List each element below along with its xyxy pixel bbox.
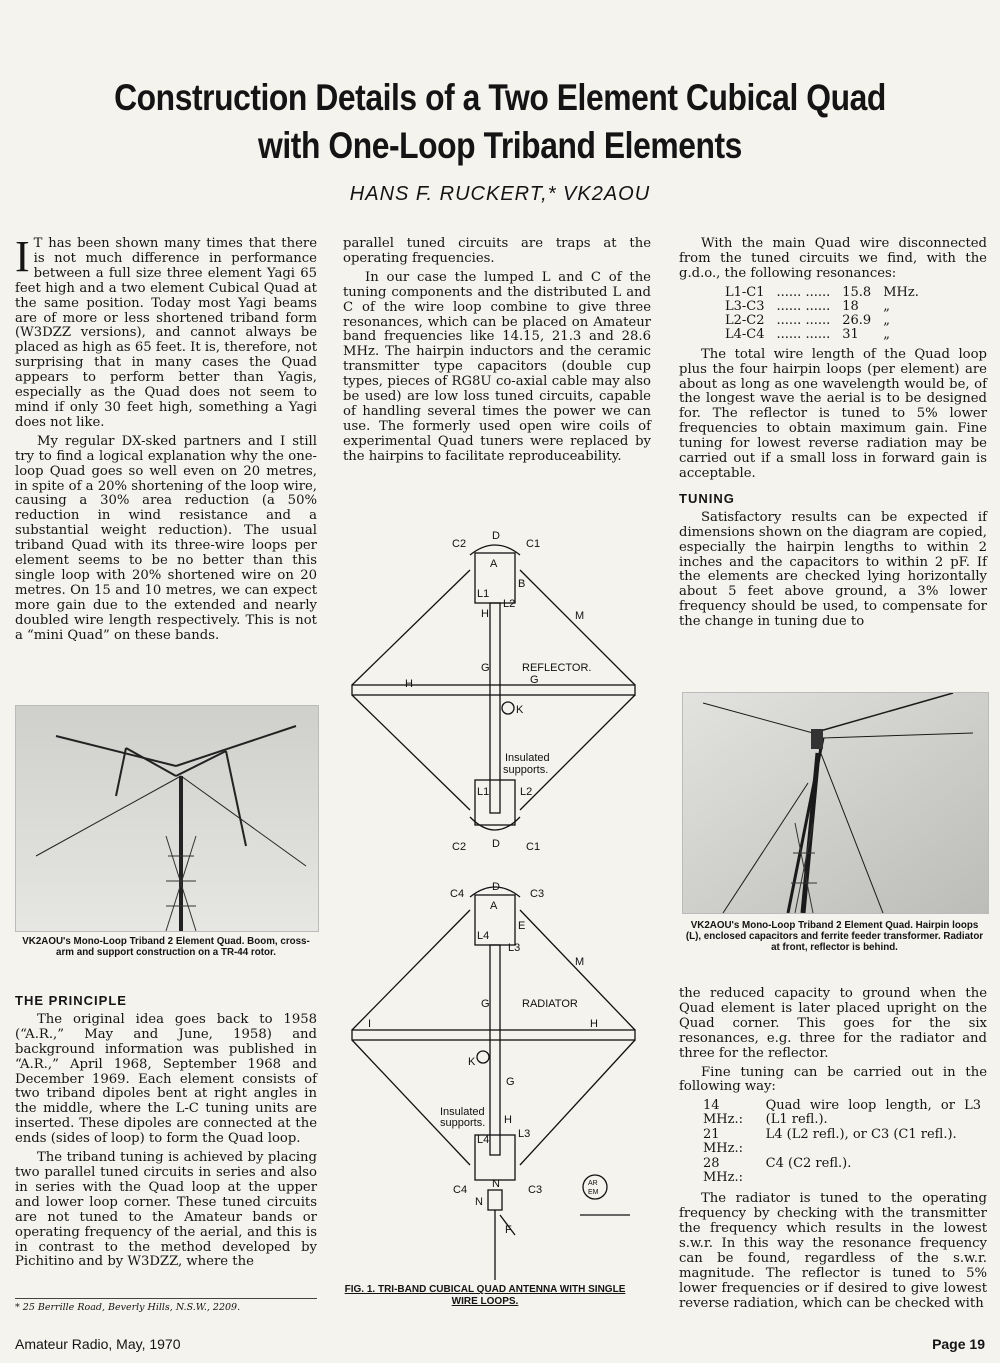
column-3-top [679, 237, 987, 634]
value-cell: 26.9 [842, 312, 872, 328]
resonance-row [719, 286, 925, 300]
feeder-transformer [488, 1190, 502, 1210]
label-b: B [518, 578, 526, 590]
footer-publication: Amateur Radio, May, 1970 [15, 1336, 181, 1352]
reflector-wire-left [352, 570, 470, 685]
footnote-rule [15, 1298, 317, 1299]
label-e: E [518, 920, 526, 932]
column-1-top [15, 232, 317, 647]
value-cell: 18 [842, 298, 859, 314]
label-l1b: L1 [477, 786, 490, 798]
footer-page-number: Page 19 [932, 1336, 985, 1352]
article-title-line2: with One-Loop Triband Elements [258, 125, 742, 166]
paragraph: Fine tuning can be carried out in the following way: [679, 1064, 987, 1095]
dots-cell: ...... ...... [776, 312, 831, 328]
paragraph: parallel tuned circuits are traps at the operating frequencies. [343, 236, 651, 266]
label-g2: G [530, 674, 539, 686]
quad-boom-photo-image [16, 706, 318, 931]
badge-text-1: AR [588, 1180, 598, 1187]
column-2-top [343, 237, 651, 469]
tuning-text-cell: C4 (C2 refl.). [765, 1156, 852, 1172]
label-c2: C2 [452, 538, 467, 550]
tuning-row [703, 1099, 987, 1128]
paragraph: The radiator is tuned to the operating frequency by checking with the transmitter the frequency which results in the lowest s.w.r. In this way the resonance frequency can be found, regardless of the s.w.r. magnitude. The reflector is tuned to 5% lower frequencies or if desired to give lowest reverse radiation, which can be checked with [679, 1191, 987, 1311]
paragraph: The total wire length of the Quad loop plus the four hairpin loops (per element) are about as long as one wavelength would be, of the longest wave the aerial is to be designed for. The reflector is tuned to 5% lower frequencies to obtain maximum gain. Fine tuning for lowest reverse radiation may be carried out if a small loss in forward gain is acceptable. [679, 346, 987, 481]
label-g: G [481, 662, 490, 674]
radiator-wire-lower-left [352, 1040, 470, 1165]
label-l1: L1 [477, 588, 490, 600]
radiator-wire-left [352, 910, 470, 1030]
label-insulated-rad: Insulated [440, 1106, 485, 1118]
hairpin-loops-photo-image [683, 693, 988, 913]
value-cell: 31 [842, 326, 859, 342]
label-l4b: L4 [477, 1134, 490, 1146]
label-i: I [368, 1018, 372, 1030]
label-c2b: C2 [452, 841, 467, 853]
section-heading-principle: THE PRINCIPLE [15, 993, 127, 1008]
resonance-row [719, 300, 925, 314]
label-k: K [516, 704, 524, 716]
label-f: F [505, 1224, 512, 1236]
photo-2-caption: VK2AOU's Mono-Loop Triband 2 Element Quad. Hairpin loops (L), enclosed capacitors and ferrite feeder transformer. Radiator at front, reflector is behind. [685, 920, 984, 953]
label-n2: N [475, 1196, 483, 1208]
label-db: D [492, 838, 500, 850]
fine-tuning-table [703, 1099, 987, 1186]
radiator-clamp-k [477, 1051, 489, 1063]
figure-caption: FIG. 1. TRI-BAND CUBICAL QUAD ANTENNA WITH SINGLE WIRE LOOPS. [344, 1284, 626, 1307]
resonance-row [719, 328, 925, 342]
label-m: M [575, 610, 585, 622]
photo-1-caption: VK2AOU's Mono-Loop Triband 2 Element Quad. Boom, cross-arm and support construction on a TR-44 rotor. [22, 936, 310, 958]
label-l3: L3 [508, 942, 521, 954]
radiator-wire-right [520, 910, 635, 1030]
antenna-diagram-figure [340, 525, 645, 1285]
label-c4: C4 [450, 888, 465, 900]
footnote: * 25 Berrille Road, Beverly Hills, N.S.W., 2209. [15, 1302, 241, 1313]
paragraph: the reduced capacity to ground when the Quad element is later placed upright on the Quad corner. This goes for the six resonances, e.g. three for the radiator and three for the reflector. [679, 986, 987, 1061]
paragraph: With the main Quad wire disconnected from the tuned circuits we find, with the g.d.o., the following resonances: [679, 236, 987, 281]
label-h-rad: H [590, 1018, 598, 1030]
band-cell: 28 MHz.: [703, 1156, 744, 1186]
paragraph: The original idea goes back to 1958 (“A.R.,” May and June, 1958) and background information was published in “A.R.,” April 1968, September 1968 and December 1969. Each element consists of two triband dipoles bent at right angles in the middle, where the L-C tuning units are inserted. These dipoles are connected at the ends (sides of loop) to form the Quad loop. [15, 1011, 317, 1147]
tuning-text-cell: Quad wire loop length, or L3 (L1 refl.). [765, 1098, 981, 1128]
pair-cell: L1-C1 [725, 284, 765, 300]
label-radiator: RADIATOR [522, 998, 578, 1010]
label-supports-rad: supports. [440, 1117, 486, 1129]
label-l4: L4 [477, 930, 490, 942]
dots-cell: ...... ...... [776, 326, 831, 342]
label-d-rad: D [492, 881, 500, 893]
label-l2: L2 [503, 598, 516, 610]
paragraph: Satisfactory results can be expected if dimensions shown on the diagram are copied, especially the hairpin lengths to within 2 inches and the capacitors to within 2 pF. If the elements are checked lying horizontally about 5 feet above ground, a 3% lower frequency should be used, to compensate for the change in tuning due to [679, 509, 987, 630]
radiator-vertical-spreader [490, 945, 500, 1155]
label-c4b: C4 [453, 1184, 468, 1196]
paragraph: The triband tuning is achieved by placing two parallel tuned circuits in series and also in series with the Quad loop at the upper and lower loop corner. These tuned circuits are not tuned to the Amateur bands or operating frequency of the aerial, and this is in contrast to the method developed by Pichitino and by W3DZZ, where the [15, 1150, 317, 1270]
pair-cell: L2-C2 [725, 312, 765, 328]
dots-cell: ...... ...... [776, 298, 831, 314]
label-a: A [490, 558, 498, 570]
column-1-bottom [15, 990, 317, 1274]
label-g-rad2: G [506, 1076, 515, 1088]
label-l2b: L2 [520, 786, 533, 798]
dots-cell: ...... ...... [776, 284, 831, 300]
label-n: N [492, 1178, 500, 1190]
pair-cell: L4-C4 [725, 326, 765, 342]
reflector-bottom-arc [470, 817, 520, 830]
radiator-wire-lower-right [520, 1040, 635, 1165]
drop-cap: I [15, 232, 30, 281]
paragraph: In our case the lumped L and C of the tuning components and the distributed L and C of the wire loop combine to give three resonances, which can be placed on Amateur band frequencies like 14.15, 21.3 and 28.6 MHz. The hairpin inductors and the ceramic transmitter type capacitors (double cup types, pieces of RG8U co-axial cable may also be used) are low loss tuned circuits, capable of handling several times the power we can use. The formerly used open wire coils of experimental Quad tuners were replaced by the hairpins to facilitate reproduceability. [343, 269, 651, 464]
intro-text: T has been shown many times that there is not much difference in performance between a full size three element Yagi 65 feet high and a two element Cubical Quad at the same position. Today most Yagi beams are of more or less shortened triband form (W3DZZ versions), and cannot always be placed as high as 65 feet. It is, therefore, not surprising that in many cases the Quad appears to perform better than Yagis, especially as the Quad does not seem to mind if only 30 feet high, something a Yagi does not like. [15, 236, 317, 430]
resonance-table [719, 286, 925, 342]
label-h: H [481, 608, 489, 620]
tuning-text-cell: L4 (L2 refl.), or C3 (C1 refl.). [765, 1127, 957, 1143]
label-c1: C1 [526, 538, 541, 550]
label-insulated: Insulated [505, 752, 550, 764]
intro-paragraph [15, 232, 317, 431]
column-3-bottom [679, 987, 987, 1316]
unit-cell: „ [883, 312, 890, 328]
author-byline: HANS F. RUCKERT,* VK2AOU [349, 183, 651, 205]
resonance-row [719, 314, 925, 328]
unit-cell: MHz. [883, 284, 919, 300]
label-a-rad: A [490, 900, 498, 912]
reflector-wire-lower-left [352, 695, 470, 810]
label-reflector: REFLECTOR. [522, 662, 592, 674]
reflector-clamp-k [502, 702, 514, 714]
label-c1b: C1 [526, 841, 541, 853]
tuner-box-shape [811, 729, 823, 749]
antenna-photo-1 [15, 705, 319, 932]
label-supports: supports. [503, 764, 549, 776]
paragraph: My regular DX-sked partners and I still try to find a logical explanation why the one-loop Quad goes so well even on 20 metres, in spite of a 20% shortening of the loop wire, causing a 30% area reduction (a 50% reduction in wind resistance and a substantial weight reduction). The usual triband Quad with its three-wire loops per element seems to be no better than this single loop with 20% shortened wire on 20 metres. On 15 and 10 metres, we can expect more gain due to the extended and nearly doubled wire length respectively. This is not a “mini Quad” on these bands. [15, 433, 317, 643]
label-l3b: L3 [518, 1128, 531, 1140]
band-cell: 21 MHz.: [703, 1127, 744, 1157]
reflector-horizontal-spreader [352, 685, 635, 695]
reflector-vertical-spreader [490, 603, 500, 813]
article-title-line1: Construction Details of a Two Element Cubical Quad [114, 77, 886, 118]
label-c3: C3 [530, 888, 545, 900]
unit-cell: „ [883, 298, 890, 314]
badge-text-2: EM [588, 1189, 599, 1196]
band-cell: 14 MHz.: [703, 1098, 744, 1128]
label-h2: H [405, 678, 413, 690]
label-d: D [492, 530, 500, 542]
unit-cell: „ [883, 326, 890, 342]
label-m-rad: M [575, 956, 585, 968]
value-cell: 15.8 [842, 284, 872, 300]
label-g-rad: G [481, 998, 490, 1010]
radiator-horizontal-spreader [352, 1030, 635, 1040]
label-c3b: C3 [528, 1184, 543, 1196]
label-h-rad2: H [504, 1114, 512, 1126]
tuning-row [703, 1157, 987, 1186]
antenna-photo-2 [682, 692, 989, 914]
tuning-row [703, 1128, 987, 1157]
section-heading-tuning: TUNING [679, 490, 735, 506]
label-k-rad: K [468, 1056, 476, 1068]
pair-cell: L3-C3 [725, 298, 765, 314]
